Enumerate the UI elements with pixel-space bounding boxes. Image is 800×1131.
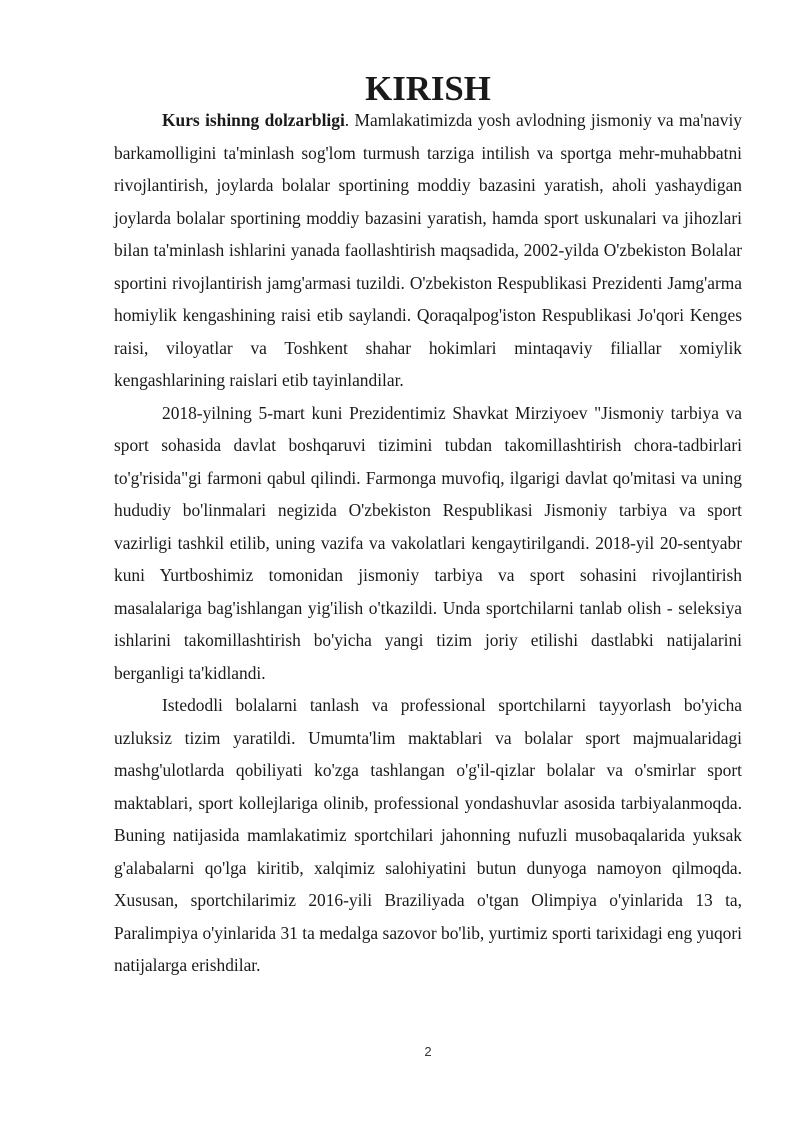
paragraph-relevance — [114, 104, 742, 397]
section-title: KIRISH — [365, 69, 491, 108]
paragraph-text: 2018-yilning 5-mart kuni Prezidentimiz Shavkat Mirziyoev "Jismoniy tarbiya va sport sohasida davlat boshqaruvi tizimini tubdan takomillashtirish chora-tadbirlari to'g'risida"gi farmoni qabul qilindi. Farmonga muvofiq, ilgarigi davlat qo'mitasi va uning hududiy bo'linmalari negizida O'zbekiston Respublikasi Jismoniy tarbiya va sport vazirligi tashkil etilib, uning vazifa va vakolatlari kengaytirilgandi. 2018-yil 20-sentyabr kuni Yurtboshimiz tomonidan jismoniy tarbiya va sport sohasini rivojlantirish masalalariga bag'ishlangan yig'ilish o'tkazildi. Unda sportchilarni tanlab olish - seleksiya ishlarini takomillashtirish bo'yicha yangi tizim joriy etilishi dastlabki natijalarini berganligi ta'kidlandi. — [114, 402, 742, 683]
paragraph-text: Istedodli bolalarni tanlash va professional sportchilarni tayyorlash bo'yicha uzluksiz tizim yaratildi. Umumta'lim maktablari va bolalar sport majmualaridagi mashg'ulotlarda qobiliyati ko'zga tashlangan o'g'il-qizlar bolalar va o'smirlar sport maktablari, sport kollejlariga olinib, professional yondashuvlar asosida tarbiyalanmoqda. Buning natijasida mamlakatimiz sportchilari jahonning nufuzli musobaqalarida yuksak g'alabalarni qo'lga kiritib, xalqimiz salohiyatini butun dunyoga namoyon qilmoqda. Xususan, sportchilarimiz 2016-yili Braziliyada o'tgan Olimpiya o'yinlarida 13 ta, Paralimpiya o'yinlarida 31 ta medalga sazovor bo'lib, yurtimiz sporti tarixidagi eng yuqori natijalarga erishdilar. — [114, 695, 742, 975]
document-body — [114, 69, 742, 982]
paragraph-text: . Mamlakatimizda yosh avlodning jismoniy va ma'naviy barkamolligini ta'minlash sog'lom turmush tarziga intilish va sportga mehr-muhabbatni rivojlantirish, joylarda bolalar sportining moddiy bazasini yaratish, aholi yashaydigan joylarda bolalar sportining moddiy bazasini yaratish, hamda sport uskunalari va jihozlari bilan ta'minlash ishlarini yanada faollashtirish maqsadida, 2002-yilda O'zbekiston Bolalar sportini rivojlantirish jamg'armasi tuzildi. O'zbekiston Respublikasi Prezidenti Jamg'arma homiylik kengashining raisi etib saylandi. Qoraqalpog'iston Respublikasi Jo'qori Kenges raisi, viloyatlar va Toshkent shahar hokimlari mintaqaviy filiallar xomiylik kengashlarining raislari etib tayinlandilar. — [114, 110, 742, 390]
page-number: 2 — [424, 1044, 432, 1059]
paragraph-talent — [114, 689, 742, 982]
paragraph-lead: Kurs ishinng dolzarbligi — [162, 110, 345, 130]
paragraph-decree — [114, 397, 742, 690]
